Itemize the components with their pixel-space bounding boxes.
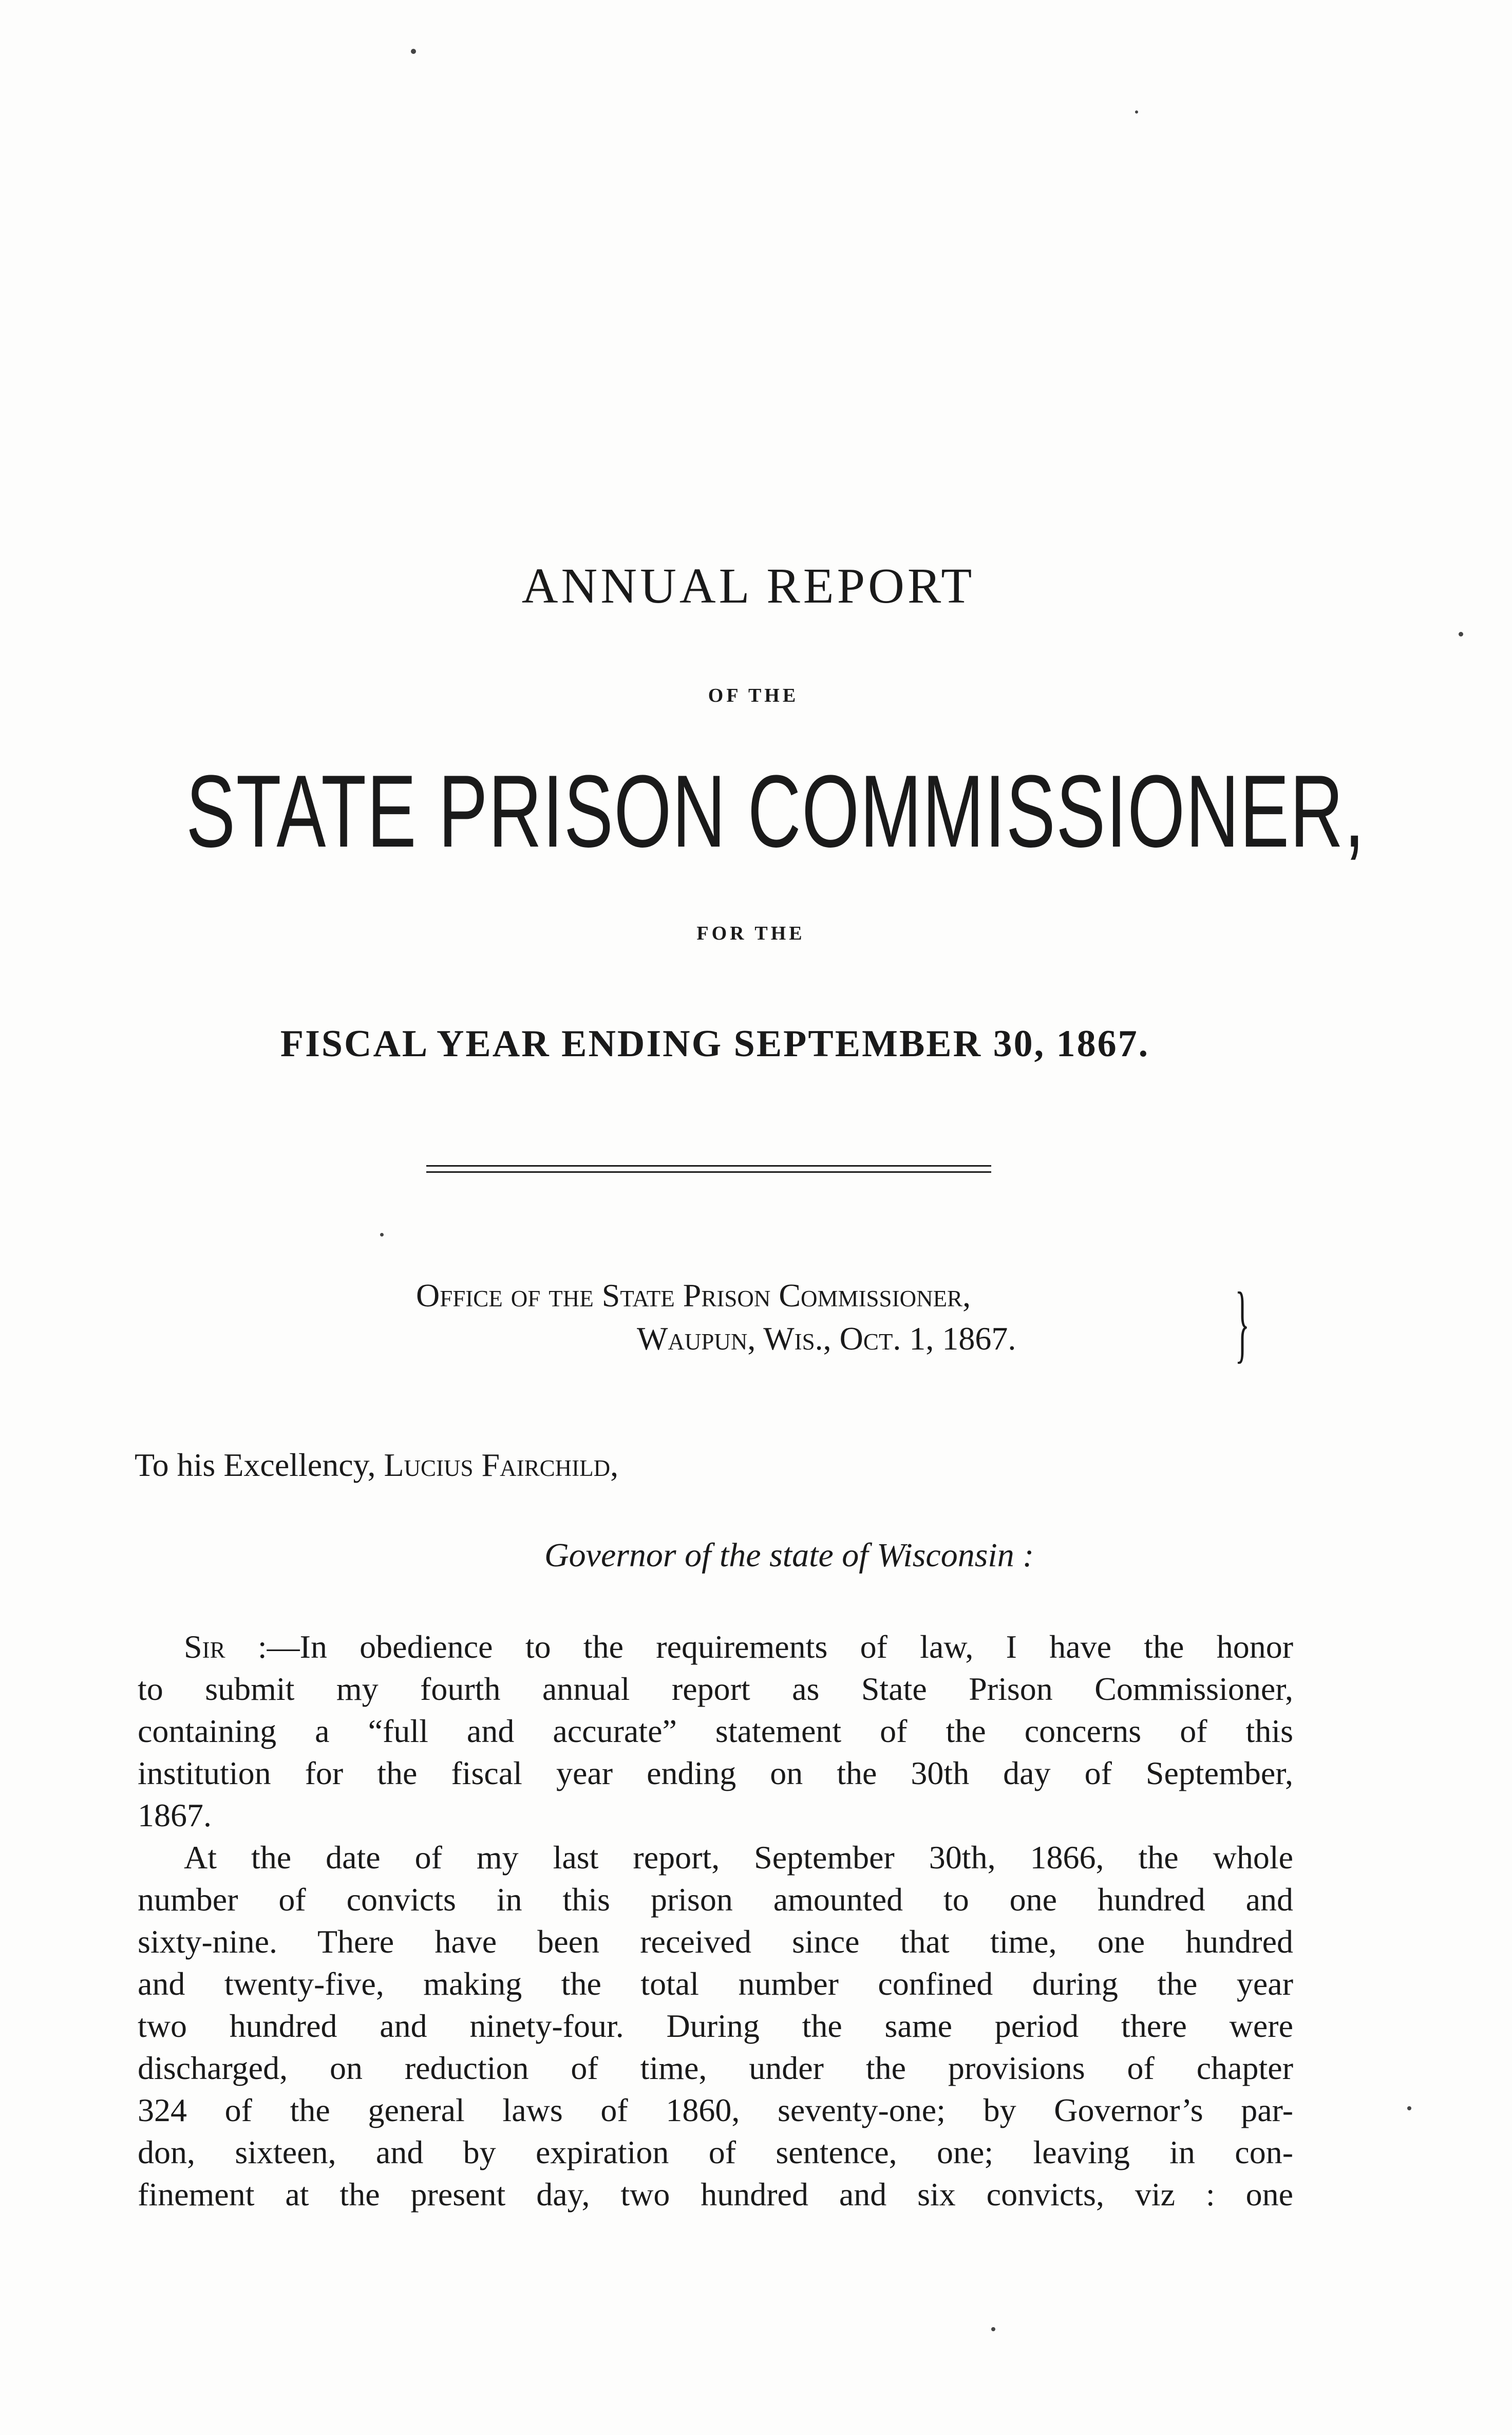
paragraph-2-line: don, sixteen, and by expiration of sentence, one; leaving in con- — [138, 2134, 1293, 2170]
paragraph-1-line: Sir :—In obedience to the requirements of law, I have the honor — [184, 1628, 1294, 1665]
paragraph-2-line: 324 of the general laws of 1860, seventy-one; by Governor’s par- — [138, 2092, 1293, 2128]
main-title: STATE PRISON COMMISSIONER, — [186, 754, 1366, 869]
scan-speck — [1135, 110, 1138, 114]
paragraph-2-line: At the date of my last report, September 30th, 1866, the whole — [184, 1839, 1293, 1876]
scan-speck — [991, 2327, 995, 2331]
brace-icon: } — [1235, 1275, 1250, 1371]
paragraph-2-line: number of convicts in this prison amounted to one hundred and — [138, 1881, 1293, 1918]
paragraph-1-line: to submit my fourth annual report as State Prison Commissioner, — [138, 1671, 1293, 1707]
for-the-label: FOR THE — [696, 923, 805, 944]
paragraph-2-line: and twenty-five, making the total number confined during the year — [138, 1965, 1293, 2002]
scan-speck — [1459, 632, 1463, 636]
paragraph-1-line: containing a “full and accurate” statement of the concerns of this — [138, 1713, 1293, 1749]
salutation-prefix: To his Excellency, — [135, 1447, 376, 1483]
salutation — [135, 1446, 618, 1484]
of-the-label: OF THE — [708, 685, 799, 706]
salutation-name: Lucius Fairchild, — [384, 1447, 619, 1483]
paragraph-2-line: two hundred and ninety-four. During the same period there were — [138, 2008, 1293, 2044]
fiscal-year-heading: FISCAL YEAR ENDING SEPTEMBER 30, 1867. — [280, 1023, 1150, 1065]
paragraph-2-line: sixty-nine. There have been received since that time, one hundred — [138, 1923, 1293, 1960]
annual-report-heading: ANNUAL REPORT — [521, 558, 975, 614]
scan-speck — [1407, 2106, 1411, 2110]
paragraph-1-line: institution for the fiscal year ending on the 30th day of September, — [138, 1755, 1293, 1791]
sir-word: Sir — [184, 1628, 225, 1665]
report-body — [138, 1626, 1293, 2216]
governor-line: Governor of the state of Wisconsin : — [544, 1537, 1034, 1574]
paragraph-1-line: 1867. — [138, 1797, 212, 1833]
paragraph-2-line: discharged, on reduction of time, under the provisions of chapter — [138, 2050, 1293, 2086]
double-rule-divider — [426, 1165, 991, 1177]
scan-speck — [380, 1233, 384, 1237]
office-line-2: Waupun, Wis., Oct. 1, 1867. — [637, 1320, 1016, 1357]
office-line-1: Office of the State Prison Commissioner, — [416, 1277, 971, 1314]
office-address-block — [416, 1274, 1016, 1360]
paragraph-2-line: finement at the present day, two hundred and six convicts, viz : one — [138, 2176, 1293, 2213]
scan-speck — [411, 49, 416, 54]
